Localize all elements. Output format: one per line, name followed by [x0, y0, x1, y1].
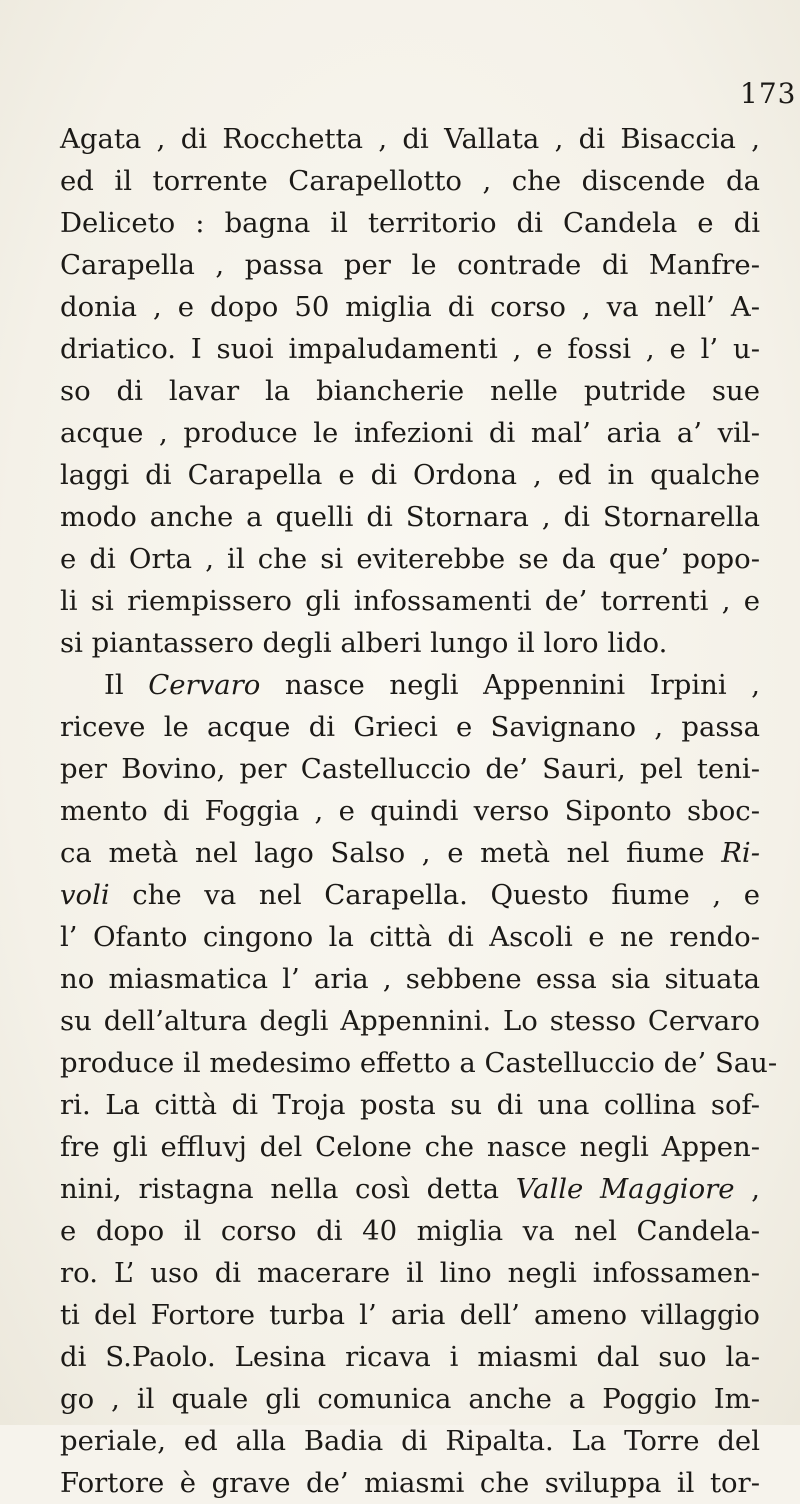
text-line — [60, 664, 760, 706]
text-line — [60, 874, 760, 916]
line-text: ti del Fortore turba l’ aria dell’ ameno villaggio — [60, 1299, 760, 1331]
text-line — [60, 790, 760, 832]
line-text: si piantassero degli alberi lungo il loro lido. — [60, 627, 668, 659]
italic-term: voli — [60, 879, 110, 911]
line-text: donia , e dopo 50 miglia di corso , va nell’ A- — [60, 291, 760, 323]
line-text: periale, ed alla Badia di Ripalta. La Torre del — [60, 1425, 760, 1457]
line-text: che va nel Carapella. Questo fiume , e — [109, 879, 760, 911]
text-line — [60, 454, 760, 496]
line-text: , — [734, 1173, 761, 1205]
text-line — [60, 328, 760, 370]
text-line — [60, 1336, 760, 1378]
line-text: go , il quale gli comunica anche a Poggio Im- — [60, 1383, 760, 1415]
text-line — [60, 748, 760, 790]
page-number: 173 — [740, 77, 797, 110]
line-text: produce il medesimo effetto a Castelluccio de’ Sau- — [60, 1047, 778, 1079]
text-line — [60, 412, 760, 454]
text-line — [60, 580, 760, 622]
line-text: Il — [104, 669, 149, 701]
line-text: mento di Foggia , e quindi verso Siponto sboc- — [60, 795, 760, 827]
line-text: li si riempissero gli infossamenti de’ torrenti , e — [60, 585, 760, 617]
text-line — [60, 916, 760, 958]
text-line — [60, 1294, 760, 1336]
line-text: Deliceto : bagna il territorio di Candela e di — [60, 207, 760, 239]
text-line — [60, 244, 760, 286]
text-line — [60, 1420, 760, 1462]
text-line — [60, 622, 760, 664]
line-text: ca metà nel lago Salso , e metà nel fiume — [60, 837, 722, 869]
line-text: ri. La città di Troja posta su di una collina sof- — [60, 1089, 760, 1121]
text-line — [60, 538, 760, 580]
line-text: fre gli effluvj del Celone che nasce negli Appen- — [60, 1131, 760, 1163]
italic-term: Valle Maggiore — [515, 1173, 735, 1205]
text-line — [60, 1084, 760, 1126]
line-text: e di Orta , il che si eviterebbe se da que’ popo- — [60, 543, 760, 575]
line-text: di S.Paolo. Lesina ricava i miasmi dal suo la- — [60, 1341, 760, 1373]
text-line — [60, 202, 760, 244]
line-text: l’ Ofanto cingono la città di Ascoli e ne rendo- — [60, 921, 760, 953]
text-line — [60, 1252, 760, 1294]
line-text: per Bovino, per Castelluccio de’ Sauri, pel teni- — [60, 753, 760, 785]
text-line — [60, 1168, 760, 1210]
line-text: laggi di Carapella e di Ordona , ed in qualche — [60, 459, 760, 491]
line-text: su dell’altura degli Appennini. Lo stesso Cervaro — [60, 1005, 760, 1037]
text-line — [60, 958, 760, 1000]
text-line — [60, 832, 760, 874]
line-text: ed il torrente Carapellotto , che discende da — [60, 165, 760, 197]
line-text: riceve le acque di Grieci e Savignano , passa — [60, 711, 760, 743]
text-line — [60, 1462, 760, 1504]
line-text: modo anche a quelli di Stornara , di Stornarella — [60, 501, 760, 533]
text-line — [60, 286, 760, 328]
line-text: no miasmatica l’ aria , sebbene essa sia situata — [60, 963, 760, 995]
text-line — [60, 1378, 760, 1420]
line-text: Carapella , passa per le contrade di Manfre- — [60, 249, 760, 281]
text-line — [60, 1126, 760, 1168]
italic-term: Ri- — [721, 837, 760, 869]
line-text: acque , produce le infezioni di mal’ aria a’ vil- — [60, 417, 760, 449]
text-line — [60, 1000, 760, 1042]
text-line — [60, 370, 760, 412]
text-line — [60, 706, 760, 748]
line-text: nasce negli Appennini Irpini , — [260, 669, 760, 701]
text-line — [60, 496, 760, 538]
line-text: driatico. I suoi impaludamenti , e fossi , e l’ u- — [60, 333, 760, 365]
line-text: so di lavar la biancherie nelle putride sue — [60, 375, 760, 407]
text-line — [60, 118, 760, 160]
line-text: e dopo il corso di 40 miglia va nel Candela- — [60, 1215, 760, 1247]
line-text: ro. L’ uso di macerare il lino negli infossamen- — [60, 1257, 760, 1289]
text-line — [60, 1210, 760, 1252]
line-text: nini, ristagna nella così detta — [60, 1173, 516, 1205]
text-line — [60, 160, 760, 202]
body-text — [60, 118, 778, 1504]
italic-term: Cervaro — [148, 669, 261, 701]
text-line — [60, 1042, 778, 1084]
line-text: Agata , di Rocchetta , di Vallata , di Bisaccia , — [60, 123, 760, 155]
line-text: Fortore è grave de’ miasmi che sviluppa il tor- — [60, 1467, 760, 1499]
